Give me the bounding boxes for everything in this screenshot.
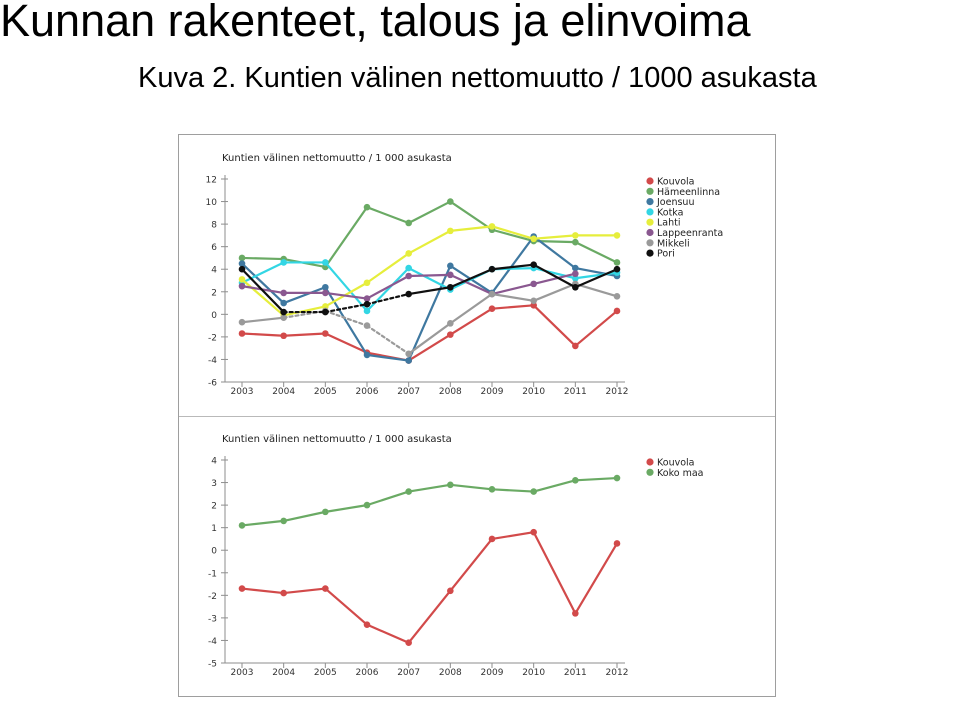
data-point-lahti: [530, 235, 537, 242]
data-point-pori: [530, 261, 537, 268]
data-point-kouvola: [364, 621, 371, 628]
data-point-lappeenranta: [239, 283, 246, 290]
series-line-koko-maa: [284, 512, 326, 521]
data-point-lappeenranta: [530, 281, 537, 288]
legend-label-kouvola: Kouvola: [657, 457, 695, 469]
data-point-kouvola: [322, 585, 329, 592]
data-point-kotka: [364, 308, 371, 315]
data-point-mikkeli: [405, 351, 412, 358]
legend-marker-lahti: [646, 219, 653, 226]
data-point-joensuu: [280, 300, 287, 307]
y-tick-label: -4: [208, 636, 217, 647]
legend-marker-kouvola: [646, 458, 653, 465]
data-point-koko-maa: [280, 518, 287, 525]
y-tick-label: 0: [211, 546, 217, 557]
data-point-kouvola: [280, 590, 287, 597]
series-line-kouvola: [284, 334, 326, 336]
data-point-koko-maa: [364, 502, 371, 509]
data-point-kouvola: [239, 330, 246, 337]
series-line-kouvola: [242, 589, 284, 594]
data-point-lappeenranta: [280, 290, 287, 297]
y-tick-label: -2: [208, 591, 217, 602]
legend-label-koko-maa: Koko maa: [657, 467, 704, 479]
series-line-kouvola: [450, 309, 492, 335]
data-point-pori: [364, 301, 371, 308]
series-line-pori: [242, 269, 284, 312]
y-tick-label: -4: [208, 355, 217, 366]
data-point-koko-maa: [322, 509, 329, 516]
series-line-mikkeli: [325, 311, 367, 326]
x-tick-label: 2011: [563, 668, 587, 678]
data-point-kotka: [405, 265, 412, 272]
legend-marker-kotka: [646, 208, 653, 215]
series-line-kotka: [242, 262, 284, 282]
data-point-hameenlinna: [405, 220, 412, 227]
series-line-pori: [409, 287, 451, 294]
x-tick-label: 2009: [480, 387, 504, 397]
page-subtitle: Kuva 2. Kuntien välinen nettomuutto / 1000 asukasta: [138, 62, 817, 94]
series-line-koko-maa: [534, 480, 576, 491]
panel-gap: [179, 401, 775, 417]
y-tick-label: -5: [208, 659, 217, 670]
data-point-mikkeli: [280, 314, 287, 321]
legend-marker-koko-maa: [646, 469, 653, 476]
data-point-mikkeli: [530, 298, 537, 305]
x-tick-label: 2011: [563, 387, 587, 397]
y-tick-label: -2: [208, 333, 217, 344]
data-point-kouvola: [239, 585, 246, 592]
data-point-pori: [405, 291, 412, 298]
data-point-lahti: [364, 279, 371, 286]
chart-panel-1: [206, 153, 724, 397]
series-line-mikkeli: [242, 318, 284, 323]
series-line-kouvola: [492, 305, 534, 308]
x-tick-label: 2012: [605, 387, 629, 397]
data-point-lahti: [239, 276, 246, 283]
data-point-lappeenranta: [364, 295, 371, 302]
series-line-mikkeli: [492, 294, 534, 301]
series-line-koko-maa: [450, 485, 492, 490]
data-point-kouvola: [489, 536, 496, 543]
data-point-kouvola: [447, 331, 454, 338]
data-point-pori: [280, 309, 287, 316]
series-line-hameenlinna: [242, 258, 284, 259]
data-point-kouvola: [489, 305, 496, 312]
data-point-pori: [239, 266, 246, 273]
series-line-kouvola: [325, 589, 367, 625]
data-point-kouvola: [280, 332, 287, 339]
series-line-kouvola: [534, 532, 576, 613]
series-line-joensuu: [284, 287, 326, 303]
series-line-lappeenranta: [409, 275, 451, 276]
x-tick-label: 2006: [355, 387, 379, 397]
x-tick-label: 2004: [272, 668, 296, 678]
legend-label-pori: Pori: [657, 248, 675, 260]
y-tick-label: 4: [211, 456, 217, 467]
data-point-kouvola: [572, 343, 579, 350]
data-point-hameenlinna: [572, 239, 579, 246]
series-line-pori: [325, 304, 367, 312]
series-line-kouvola: [534, 305, 576, 346]
x-tick-label: 2010: [522, 668, 546, 678]
chart-title: Kuntien välinen nettomuutto / 1 000 asukasta: [222, 153, 452, 164]
data-point-lahti: [614, 232, 621, 239]
data-point-lahti: [447, 228, 454, 235]
data-point-lappeenranta: [447, 272, 454, 279]
data-point-pori: [572, 284, 579, 291]
series-line-lahti: [534, 235, 576, 238]
x-tick-label: 2009: [480, 668, 504, 678]
data-point-joensuu: [364, 352, 371, 359]
data-point-lappeenranta: [322, 290, 329, 297]
data-point-kouvola: [614, 540, 621, 547]
series-line-mikkeli: [450, 294, 492, 323]
series-line-hameenlinna: [325, 207, 367, 267]
data-point-joensuu: [322, 284, 329, 291]
series-line-kouvola: [367, 625, 409, 643]
y-tick-label: 2: [211, 288, 217, 299]
data-point-pori: [614, 266, 621, 273]
data-point-mikkeli: [447, 320, 454, 327]
x-tick-label: 2004: [272, 387, 296, 397]
series-line-hameenlinna: [409, 202, 451, 223]
chart-canvas: [179, 135, 775, 696]
data-point-pori: [447, 284, 454, 291]
data-point-hameenlinna: [447, 198, 454, 205]
y-tick-label: 10: [205, 198, 217, 209]
legend-label-lahti: Lahti: [657, 217, 681, 229]
legend-marker-kouvola: [646, 177, 653, 184]
y-tick-label: 1: [211, 524, 217, 535]
data-point-kouvola: [322, 330, 329, 337]
data-point-hameenlinna: [614, 259, 621, 266]
y-tick-label: -1: [208, 569, 217, 580]
x-tick-label: 2008: [438, 387, 462, 397]
data-point-mikkeli: [614, 293, 621, 300]
series-line-kouvola: [284, 589, 326, 594]
y-tick-label: 6: [211, 243, 217, 254]
y-tick-label: -6: [208, 378, 217, 389]
legend-label-mikkeli: Mikkeli: [657, 238, 690, 250]
y-tick-label: 8: [211, 220, 217, 231]
series-line-mikkeli: [534, 284, 576, 301]
data-point-koko-maa: [614, 475, 621, 482]
data-point-koko-maa: [572, 477, 579, 484]
data-point-mikkeli: [239, 319, 246, 326]
data-point-joensuu: [572, 265, 579, 272]
series-line-kouvola: [242, 334, 284, 336]
data-point-pori: [489, 266, 496, 273]
series-line-koko-maa: [242, 521, 284, 526]
data-point-koko-maa: [447, 482, 454, 489]
legend-marker-joensuu: [646, 198, 653, 205]
data-point-kouvola: [530, 529, 537, 536]
x-tick-label: 2003: [230, 668, 254, 678]
page-title: Kunnan rakenteet, talous ja elinvoima: [0, 0, 751, 46]
data-point-joensuu: [405, 357, 412, 364]
data-point-lappeenranta: [405, 273, 412, 280]
data-point-mikkeli: [364, 322, 371, 329]
series-line-kouvola: [409, 591, 451, 643]
data-point-lahti: [489, 223, 496, 230]
data-point-koko-maa: [489, 486, 496, 493]
x-tick-label: 2008: [438, 668, 462, 678]
x-tick-label: 2005: [313, 668, 337, 678]
x-tick-label: 2012: [605, 668, 629, 678]
data-point-joensuu: [239, 260, 246, 267]
series-line-lahti: [450, 226, 492, 231]
y-tick-label: -3: [208, 614, 217, 625]
series-line-koko-maa: [492, 489, 534, 491]
data-point-koko-maa: [530, 488, 537, 495]
series-line-kouvola: [450, 539, 492, 591]
series-line-hameenlinna: [450, 202, 492, 230]
y-tick-label: 3: [211, 479, 217, 490]
series-line-kouvola: [492, 532, 534, 539]
data-point-lahti: [572, 232, 579, 239]
x-tick-label: 2007: [397, 387, 421, 397]
series-line-hameenlinna: [367, 207, 409, 223]
data-point-lahti: [405, 250, 412, 257]
chart-title: Kuntien välinen nettomuutto / 1 000 asukasta: [222, 434, 452, 445]
series-line-koko-maa: [367, 492, 409, 506]
data-point-joensuu: [447, 263, 454, 270]
y-tick-label: 4: [211, 265, 217, 276]
series-line-koko-maa: [409, 485, 451, 492]
y-tick-label: 12: [205, 175, 217, 186]
data-point-kouvola: [614, 308, 621, 315]
series-line-mikkeli: [367, 326, 409, 354]
legend-label-hameenlinna: Hämeenlinna: [657, 186, 721, 198]
data-point-hameenlinna: [239, 255, 246, 262]
series-line-koko-maa: [325, 505, 367, 512]
y-tick-label: 2: [211, 501, 217, 512]
legend-marker-pori: [646, 250, 653, 257]
legend-marker-lappeenranta: [646, 229, 653, 236]
data-point-koko-maa: [239, 522, 246, 529]
legend-label-kouvola: Kouvola: [657, 176, 695, 188]
legend-label-joensuu: Joensuu: [657, 197, 695, 209]
data-point-lappeenranta: [572, 270, 579, 277]
series-line-hameenlinna: [575, 242, 617, 262]
legend-label-kotka: Kotka: [657, 207, 684, 219]
data-point-kotka: [322, 259, 329, 266]
chart-frame: [178, 134, 776, 697]
series-line-kouvola: [575, 311, 617, 346]
legend-marker-hameenlinna: [646, 188, 653, 195]
series-line-kotka: [367, 268, 409, 311]
legend-label-lappeenranta: Lappeenranta: [657, 228, 724, 239]
data-point-mikkeli: [489, 291, 496, 298]
x-tick-label: 2010: [522, 387, 546, 397]
x-tick-label: 2005: [313, 387, 337, 397]
data-point-kouvola: [405, 639, 412, 646]
data-point-kouvola: [447, 588, 454, 595]
data-point-kotka: [280, 259, 287, 266]
data-point-pori: [322, 309, 329, 316]
y-tick-label: 0: [211, 310, 217, 321]
legend-marker-mikkeli: [646, 239, 653, 246]
chart-panel-2: [208, 434, 703, 678]
series-line-kouvola: [575, 543, 617, 613]
x-tick-label: 2003: [230, 387, 254, 397]
x-tick-label: 2007: [397, 668, 421, 678]
data-point-kouvola: [572, 610, 579, 617]
data-point-hameenlinna: [364, 204, 371, 211]
x-tick-label: 2006: [355, 668, 379, 678]
data-point-koko-maa: [405, 488, 412, 495]
series-line-lahti: [409, 231, 451, 254]
series-line-koko-maa: [575, 478, 617, 480]
